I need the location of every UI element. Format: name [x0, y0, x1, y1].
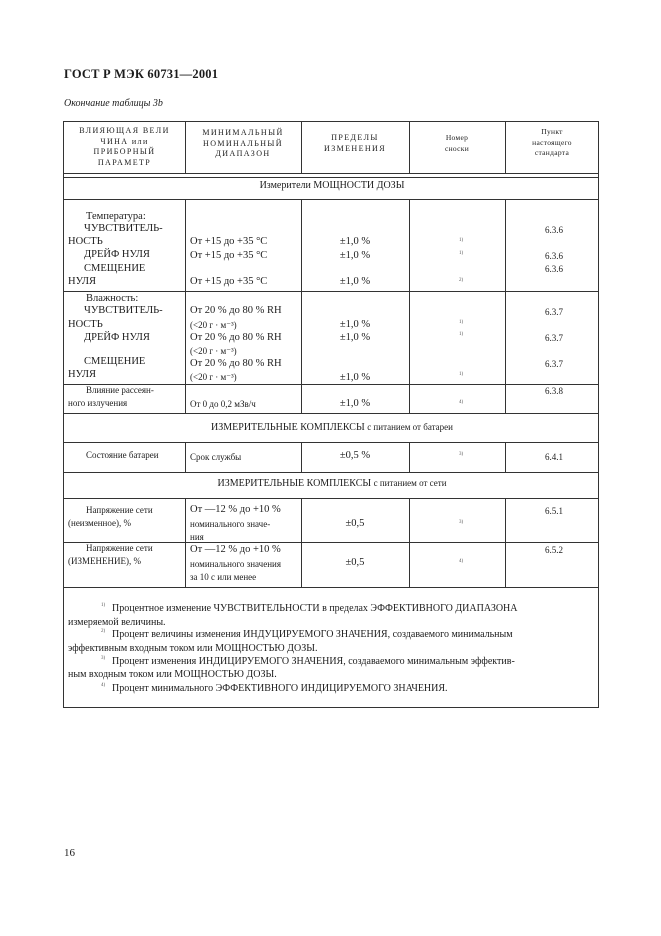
range-value: за 10 с или менее: [190, 572, 257, 582]
table-caption: Окончание таблицы 3b: [64, 98, 163, 109]
param-label: (неизменное), %: [68, 518, 131, 528]
document-header: ГОСТ Р МЭК 60731—2001: [64, 67, 219, 81]
limit-value: ±1,0 %: [339, 398, 371, 409]
col-rule: [505, 498, 506, 587]
col-header-limits: ПРЕДЕЛЫ ИЗМЕНЕНИЯ: [324, 133, 386, 153]
data-table: [63, 121, 599, 708]
param-label: СМЕЩЕНИЕ: [84, 356, 146, 367]
param-label: ДРЕЙФ НУЛЯ: [84, 332, 150, 343]
range-value: От 20 % до 80 % RH: [190, 358, 282, 369]
param-label: НУЛЯ: [68, 276, 96, 287]
param-label: ЧУВСТВИТЕЛЬ-: [84, 223, 163, 234]
col-rule: [185, 199, 186, 413]
range-value: От 0 до 0,2 мЗв/ч: [190, 399, 256, 409]
footnote-mark: 2): [101, 629, 106, 634]
clause-ref: 6.3.6: [545, 225, 563, 235]
table-rule: [64, 587, 598, 588]
col-rule: [409, 442, 410, 472]
table-rule: [64, 173, 598, 174]
footnote-text: Процент изменения ИНДИЦИРУЕМОГО ЗНАЧЕНИЯ, создаваемого минимальным эффектив-: [112, 656, 515, 667]
param-label: ного излучения: [68, 398, 128, 408]
param-label: Напряжение сети: [86, 543, 153, 553]
range-value: номинального значе-: [190, 519, 271, 529]
footnote-text: Процент минимального ЭФФЕКТИВНОГО ИНДИЦИРУЕМОГО ЗНАЧЕНИЯ.: [112, 683, 448, 694]
limit-value: ±0,5: [345, 557, 365, 568]
footnote-text: измеряемой величины.: [68, 617, 166, 628]
limit-value: ±1,0 %: [339, 332, 371, 343]
range-value: От —12 % до +10 %: [190, 504, 281, 515]
clause-ref: 6.3.7: [545, 333, 563, 343]
clause-ref: 6.4.1: [545, 452, 563, 462]
clause-ref: 6.3.7: [545, 359, 563, 369]
col-rule: [185, 442, 186, 472]
table-rule: [64, 413, 598, 414]
table-rule: [64, 177, 598, 178]
param-label: НУЛЯ: [68, 369, 96, 380]
footnote-mark: 1): [101, 603, 106, 608]
footnote-mark: 3): [101, 656, 106, 661]
col-header-footnote: Номер сноски: [444, 133, 470, 153]
col-rule: [409, 498, 410, 587]
param-label: Температура:: [86, 211, 146, 222]
clause-ref: 6.3.7: [545, 307, 563, 317]
param-label: ДРЕЙФ НУЛЯ: [84, 249, 150, 260]
range-value: От +15 до +35 °С: [190, 236, 268, 247]
footnote-text: Процент величины изменения ИНДУЦИРУЕМОГО ЗНАЧЕНИЯ, создаваемого минимальным: [112, 629, 513, 640]
limit-value: ±0,5 %: [339, 450, 371, 461]
clause-ref: 6.3.6: [545, 251, 563, 261]
section-battery: ИЗМЕРИТЕЛЬНЫЕ КОМПЛЕКСЫ с питанием от батареи: [211, 422, 453, 433]
footnote-ref: 4): [459, 559, 464, 564]
range-value: Срок службы: [190, 452, 242, 462]
clause-ref: 6.3.6: [545, 264, 563, 274]
footnote-text: эффективным входным током или МОЩНОСТЬЮ ДОЗЫ.: [68, 643, 318, 654]
range-value: номинального значения: [190, 559, 281, 569]
col-rule: [409, 199, 410, 413]
range-value: От 20 % до 80 % RH: [190, 305, 282, 316]
col-rule: [505, 442, 506, 472]
col-rule: [505, 199, 506, 413]
table-rule: [64, 291, 598, 292]
footnote-ref: 2): [459, 278, 464, 283]
param-label: НОСТЬ: [68, 236, 103, 247]
footnote-ref: 3): [459, 452, 464, 457]
col-header-clause: Пункт настоящего стандарта: [532, 127, 572, 157]
footnote-ref: 1): [459, 238, 464, 243]
footnote-text: Процентное изменение ЧУВСТВИТЕЛЬНОСТИ в пределах ЭФФЕКТИВНОГО ДИАПАЗОНА: [112, 603, 518, 614]
page-number: 16: [64, 847, 75, 859]
range-value: (<20 г · м⁻³): [190, 346, 237, 356]
range-value: От +15 до +35 °С: [190, 276, 268, 287]
table-rule: [64, 498, 598, 499]
col-header-range: МИНИМАЛЬНЫЙ НОМИНАЛЬНЫЙ ДИАПАЗОН: [202, 128, 284, 158]
param-label: (ИЗМЕНЕНИЕ), %: [68, 556, 141, 566]
param-label: НОСТЬ: [68, 319, 103, 330]
footnote-mark: 4): [101, 683, 106, 688]
table-rule: [64, 442, 598, 443]
range-value: От 20 % до 80 % RH: [190, 332, 282, 343]
col-header-param: ВЛИЯЮЩАЯ ВЕЛИ ЧИНА или ПРИБОРНЫЙ ПАРАМЕТР: [79, 126, 170, 167]
footnote-ref: 1): [459, 332, 464, 337]
col-rule: [185, 498, 186, 587]
footnote-ref: 1): [459, 251, 464, 256]
limit-value: ±1,0 %: [339, 236, 371, 247]
range-value: (<20 г · м⁻³): [190, 320, 237, 330]
clause-ref: 6.3.8: [545, 386, 563, 396]
range-value: От —12 % до +10 %: [190, 544, 281, 555]
param-label: Влажность:: [86, 293, 139, 304]
param-label: ЧУВСТВИТЕЛЬ-: [84, 305, 163, 316]
limit-value: ±1,0 %: [339, 372, 371, 383]
range-value: ния: [190, 532, 204, 542]
clause-ref: 6.5.2: [545, 545, 563, 555]
param-label: Состояние батареи: [86, 450, 159, 460]
range-value: (<20 г · м⁻³): [190, 372, 237, 382]
table-rule: [64, 199, 598, 200]
section-mains: ИЗМЕРИТЕЛЬНЫЕ КОМПЛЕКСЫ с питанием от сети: [217, 478, 447, 489]
range-value: От +15 до +35 °С: [190, 250, 268, 261]
param-label: Напряжение сети: [86, 505, 153, 515]
param-label: СМЕЩЕНИЕ: [84, 263, 146, 274]
param-label: Влияние рассеян-: [86, 385, 154, 395]
footnote-ref: 3): [459, 520, 464, 525]
limit-value: ±0,5: [345, 518, 365, 529]
footnote-text: ным входным током или МОЩНОСТЬЮ ДОЗЫ.: [68, 669, 277, 680]
col-rule: [301, 498, 302, 587]
section-dose-rate: Измерители МОЩНОСТИ ДОЗЫ: [259, 180, 405, 191]
clause-ref: 6.5.1: [545, 506, 563, 516]
footnote-ref: 1): [459, 320, 464, 325]
limit-value: ±1,0 %: [339, 250, 371, 261]
table-rule: [64, 472, 598, 473]
limit-value: ±1,0 %: [339, 276, 371, 287]
footnote-ref: 1): [459, 372, 464, 377]
limit-value: ±1,0 %: [339, 319, 371, 330]
footnote-ref: 4): [459, 400, 464, 405]
